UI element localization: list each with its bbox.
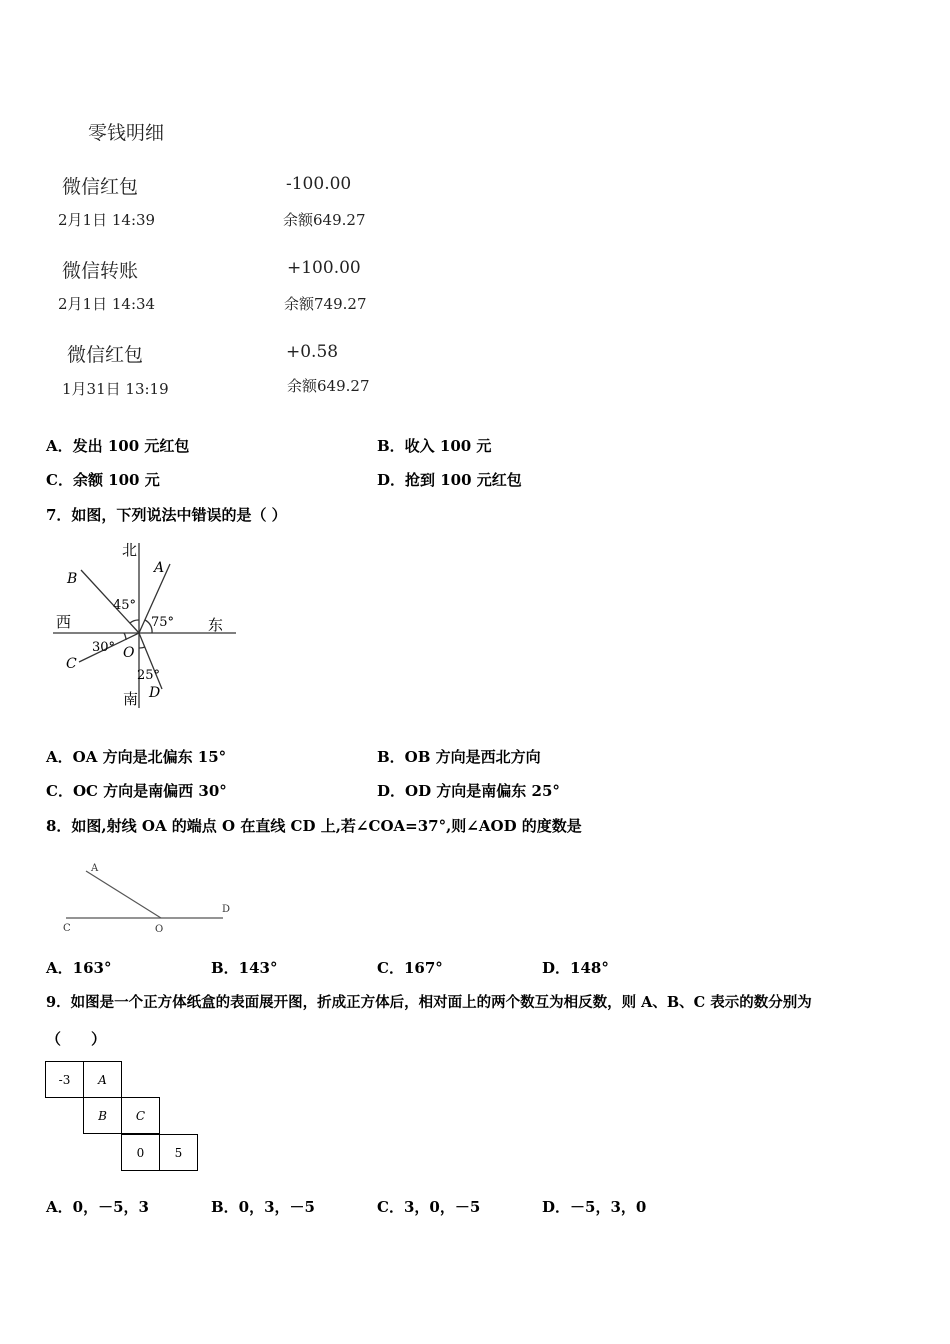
q9-option-c: C．3，0，－5 [377,1198,481,1216]
q7-compass-figure [50,538,250,714]
record-2-amount: +100.00 [287,258,361,278]
q9-option-a: A．0，－5，3 [46,1198,149,1216]
q7-option-b: B．OB 方向是西北方向 [377,748,541,766]
arc-25 [139,647,145,648]
q7-question: 7．如图，下列说法中错误的是（ ） [46,506,287,524]
label-a: A [154,560,165,576]
record-3-balance: 余额649.27 [287,377,370,395]
record-3-name: 微信红包 [67,344,144,366]
label-d: D [149,685,161,701]
label-d: D [222,904,231,915]
arc-45 [130,620,139,623]
record-1-balance: 余额649.27 [283,211,366,229]
q7-option-c: C．OC 方向是南偏西 30° [46,782,227,800]
net-cell-6: 5 [159,1134,198,1171]
q6-option-c: C．余额 100 元 [46,471,160,489]
q9-question: 9．如图是一个正方体纸盒的表面展开图，折成正方体后，相对面上的两个数互为相反数，则 A、B、C 表示的数分别为 [46,994,812,1011]
record-1-name: 微信红包 [62,176,139,198]
label-45: 45° [113,598,137,613]
q8-option-d: D．148° [542,959,609,977]
net-cell-2: A [83,1061,122,1098]
q8-angle-figure [58,855,238,935]
net-cell-1: -3 [45,1061,84,1098]
q8-option-b: B．143° [211,959,278,977]
label-25: 25° [137,668,161,683]
q6-option-a: A．发出 100 元红包 [46,437,190,455]
label-c: C [63,923,71,934]
label-30: 30° [92,640,116,655]
q6-option-b: B．收入 100 元 [377,437,492,455]
net-cell-4: C [121,1097,160,1134]
record-1-date: 2月1日 14:39 [58,211,156,229]
record-2-name: 微信转账 [62,260,139,282]
label-east: 东 [208,616,224,634]
record-2-balance: 余额749.27 [284,295,367,313]
label-south: 南 [123,690,139,708]
q9-option-b: B．0，3，－5 [211,1198,315,1216]
q7-option-d: D．OD 方向是南偏东 25° [377,782,560,800]
label-o: O [123,645,135,661]
label-west: 西 [56,613,72,631]
net-cell-5: 0 [121,1134,160,1171]
q6-option-d: D．抢到 100 元红包 [377,471,522,489]
net-cell-3: B [83,1097,122,1134]
q9-paren: （ ） [46,1030,107,1048]
q9-option-d: D．－5，3，0 [542,1198,647,1216]
q8-option-c: C．167° [377,959,443,977]
label-north: 北 [122,541,138,559]
q8-option-a: A．163° [46,959,112,977]
record-3-date: 1月31日 13:19 [62,380,169,398]
wallet-title: 零钱明细 [88,122,165,144]
q8-question: 8．如图,射线 OA 的端点 O 在直线 CD 上,若∠COA=37°,则∠AOD 的度数是 [46,817,582,835]
q7-option-a: A．OA 方向是北偏东 15° [46,748,227,766]
label-o: O [155,924,164,935]
record-3-amount: +0.58 [286,342,339,362]
label-a: A [91,863,99,874]
record-2-date: 2月1日 14:34 [58,295,156,313]
arc-30 [124,633,126,640]
label-b: B [67,571,78,587]
label-c: C [66,656,77,672]
ray-oa [86,871,161,918]
label-75: 75° [151,615,175,630]
record-1-amount: -100.00 [286,174,352,194]
